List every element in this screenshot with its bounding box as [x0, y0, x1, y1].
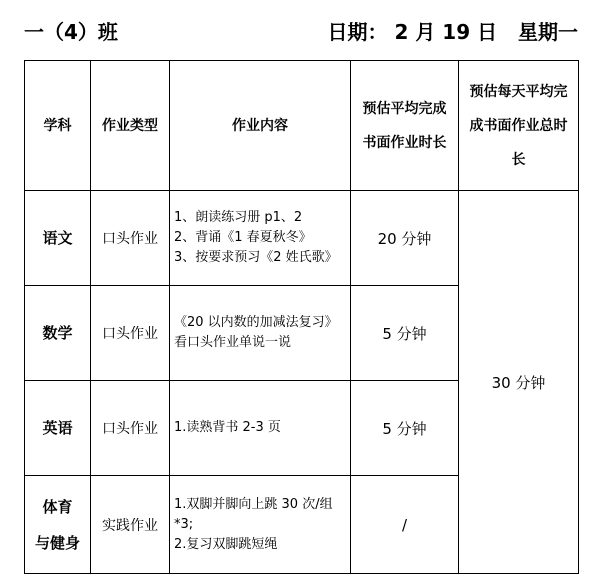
duration-cell: 5 分钟 — [351, 286, 459, 381]
subject-cell — [25, 191, 91, 286]
col-header-subject: 学科 — [25, 61, 91, 191]
content-line: 2.复习双脚跳短绳 — [174, 536, 278, 552]
subject-label: 与健身 — [34, 533, 80, 552]
content-line: 3、按要求预习《2 姓氏歌》 — [174, 250, 338, 265]
type-cell: 口头作业 — [91, 191, 170, 286]
weekday: 星期一 — [518, 20, 578, 44]
content-cell — [170, 476, 351, 574]
type-cell: 实践作业 — [91, 476, 170, 574]
content-line: 看口头作业单说一说 — [174, 335, 292, 350]
subject-label: 英语 — [42, 419, 73, 437]
duration-cell: 5 分钟 — [351, 381, 459, 476]
subject-cell — [25, 476, 91, 574]
content-line: 1.读熟背书 2-3 页 — [174, 420, 281, 435]
date-line — [328, 16, 579, 45]
total-duration-cell: 30 分钟 — [459, 191, 579, 574]
content-line: 2、背诵《1 春夏秋冬》 — [174, 230, 312, 245]
type-cell: 口头作业 — [91, 286, 170, 381]
col-header-duration — [351, 61, 459, 191]
col-header-total-line: 成书面作业总时 — [469, 117, 568, 134]
col-header-duration-line: 书面作业时长 — [362, 134, 447, 151]
page-header — [0, 14, 602, 46]
col-header-duration-line: 预估平均完成 — [362, 100, 447, 117]
content-line: 《20 以内数的加减法复习》 — [174, 315, 338, 330]
homework-table — [24, 60, 579, 574]
type-cell: 口头作业 — [91, 381, 170, 476]
subject-cell — [25, 381, 91, 476]
col-header-total-line: 预估每天平均完 — [469, 83, 568, 100]
date-label: 日期： — [327, 20, 388, 44]
col-header-type: 作业类型 — [91, 61, 170, 191]
date-value: 2 月 19 日 — [394, 20, 498, 44]
content-line: 1、朗读练习册 p1、2 — [174, 210, 303, 225]
subject-label: 体育 — [42, 497, 73, 516]
subject-label: 数学 — [42, 324, 73, 342]
table-row — [25, 191, 579, 286]
content-cell — [170, 191, 351, 286]
col-header-total — [459, 61, 579, 191]
duration-cell: / — [351, 476, 459, 574]
duration-cell: 20 分钟 — [351, 191, 459, 286]
content-line: *3; — [174, 516, 194, 532]
subject-cell — [25, 286, 91, 381]
content-cell — [170, 381, 351, 476]
class-title: 一（4）班 — [24, 20, 118, 44]
col-header-total-line: 长 — [511, 151, 526, 168]
subject-label: 语文 — [42, 229, 73, 247]
col-header-content: 作业内容 — [170, 61, 351, 191]
content-line: 1.双脚并脚向上跳 30 次/组 — [174, 496, 333, 512]
content-cell — [170, 286, 351, 381]
table-header-row — [25, 61, 579, 191]
